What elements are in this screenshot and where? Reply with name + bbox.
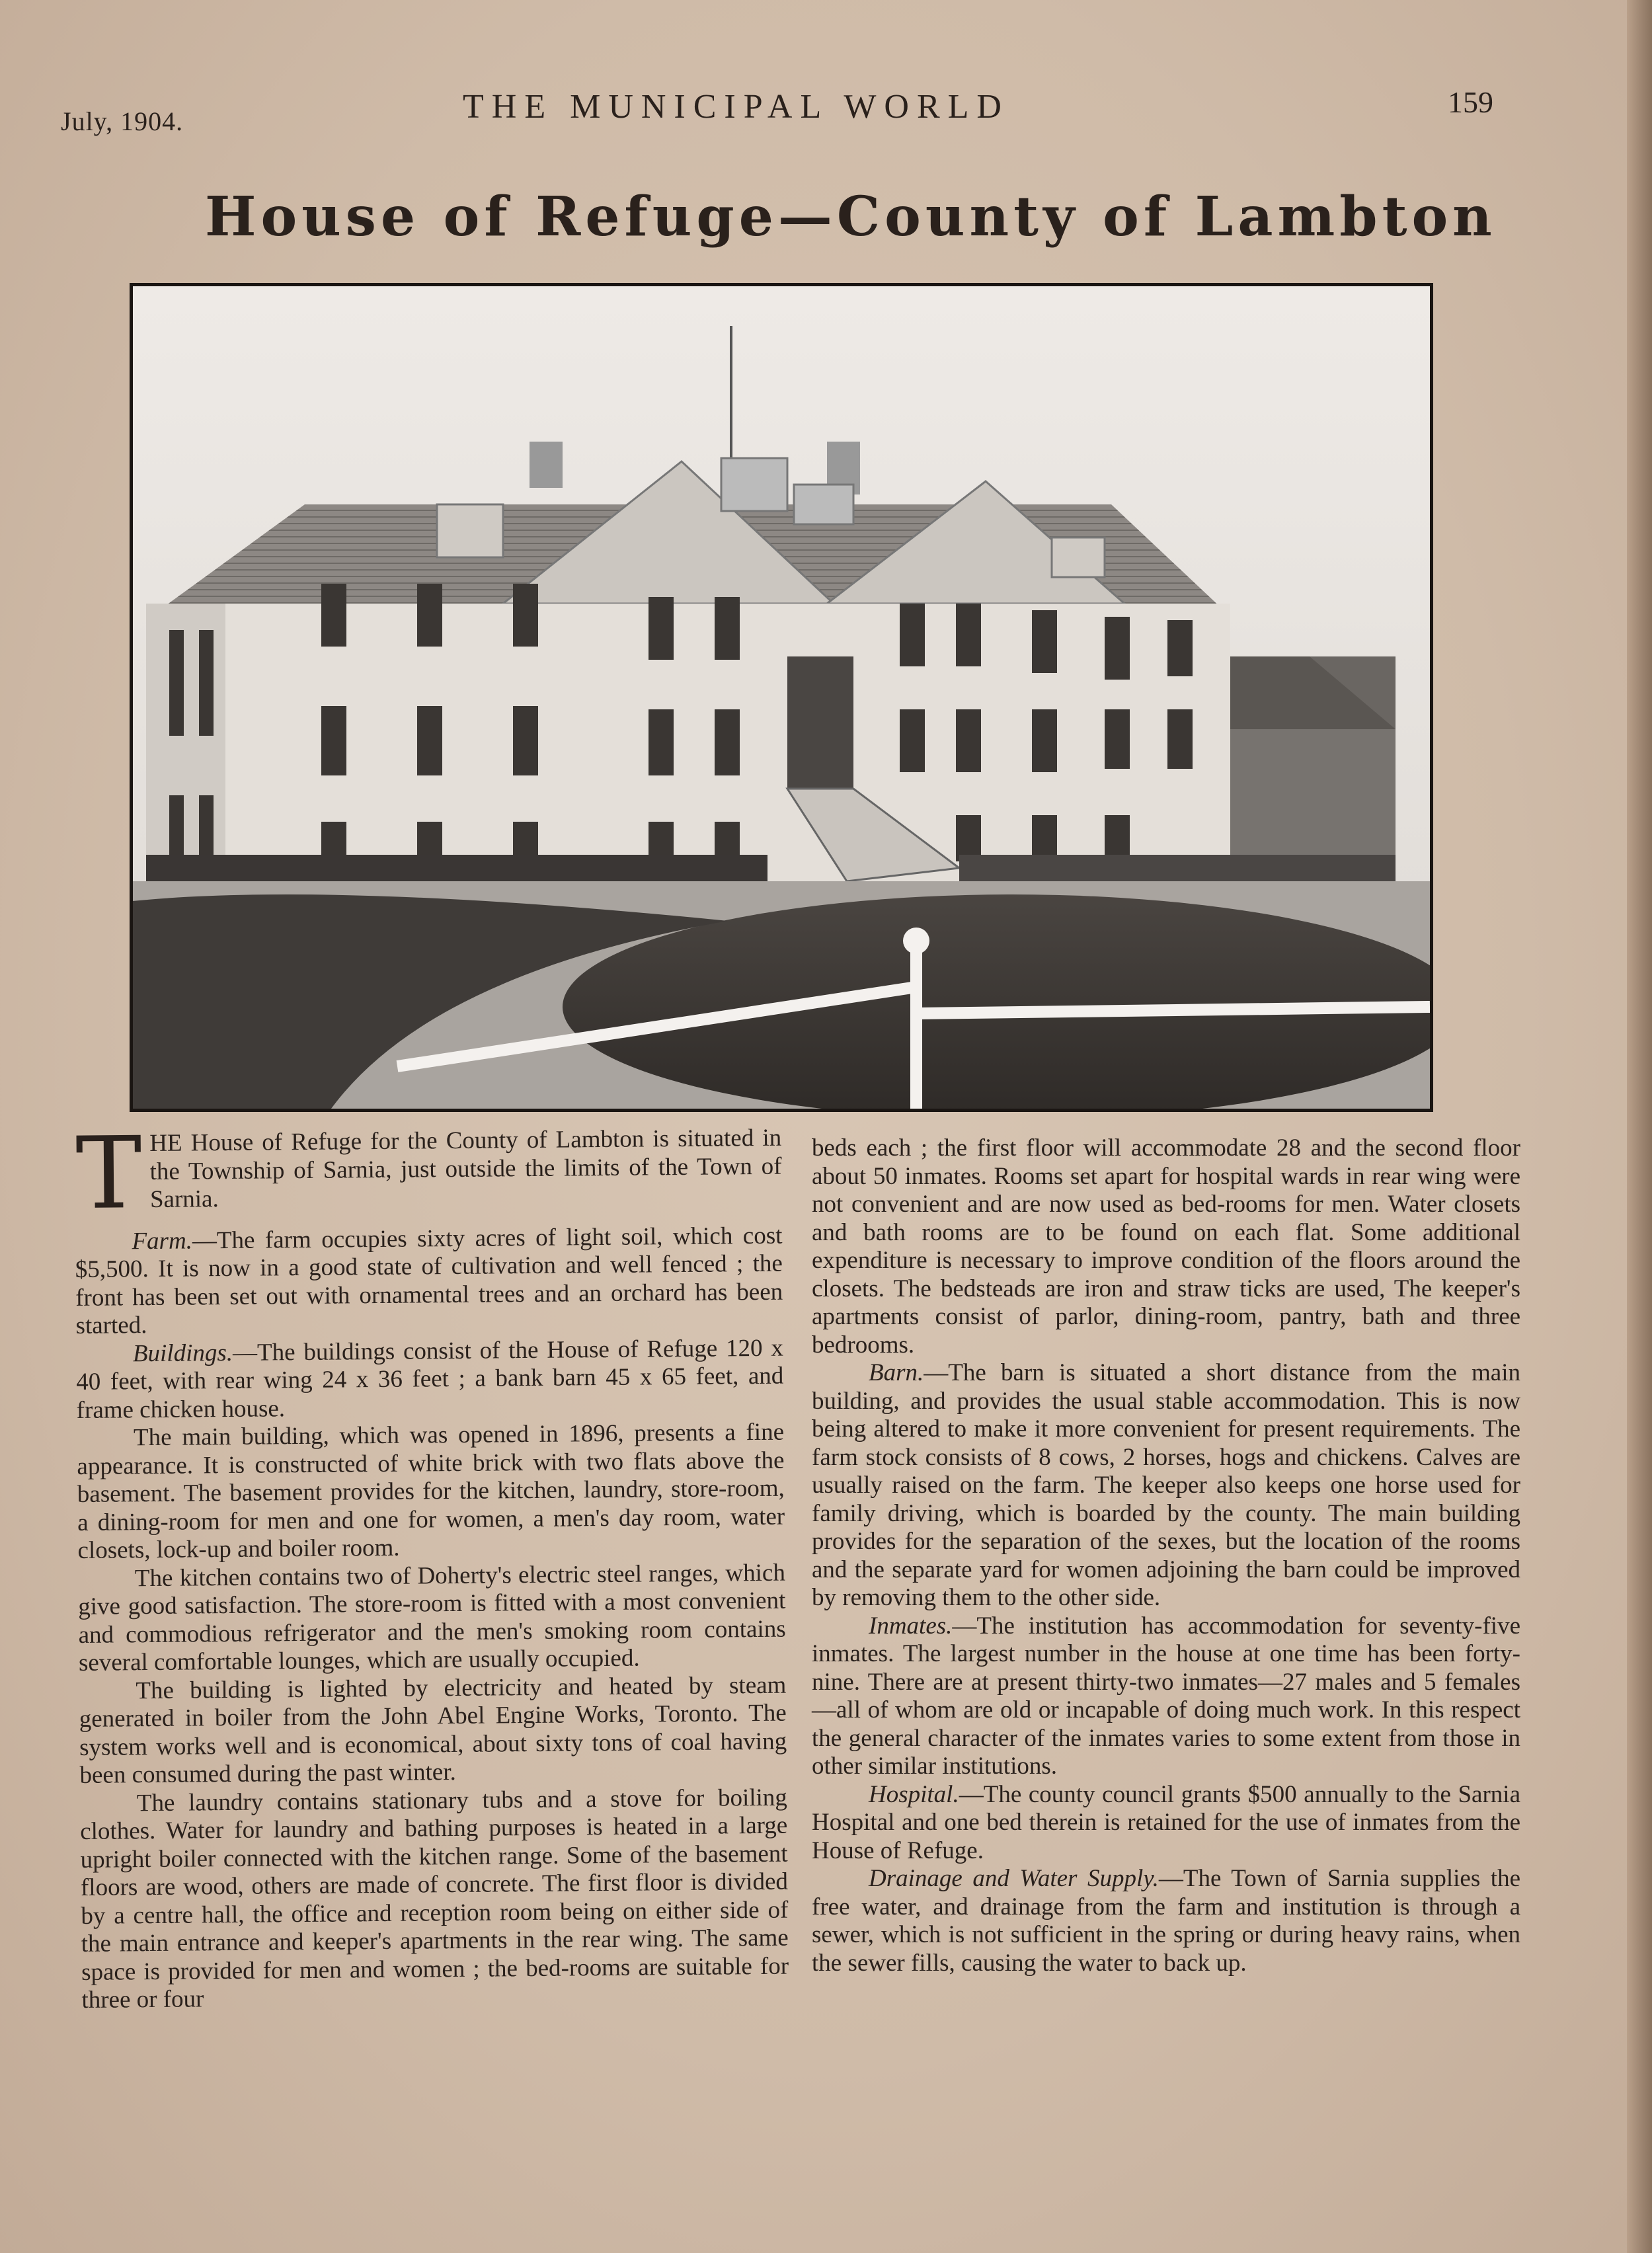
buildings-text: —The buildings consist of the House of Refuge 120 x 40 feet, with rear wing 24 x 36 feet ; a bank barn 45 x 65 feet, and frame chicken house. xyxy=(76,1334,784,1424)
kitchen-paragraph: The kitchen contains two of Doherty's electric steel ranges, which give good satisfaction. The store-room is fitted with a most convenient and commodious refrigerator and the men's smoking room contains several comfortable lounges, which are usually occupied. xyxy=(78,1559,786,1677)
left-text-column xyxy=(74,1116,789,2015)
article-title: House of Refuge—County of Lambton xyxy=(205,185,1497,249)
inmates-heading: Inmates. xyxy=(869,1612,953,1640)
inmates-paragraph xyxy=(812,1612,1520,1781)
farm-heading: Farm. xyxy=(132,1226,193,1255)
hospital-text: —The county council grants $500 annually to the Sarnia Hospital and one bed therein is retained for the use of inmates from the House of Refuge. xyxy=(812,1780,1520,1864)
buildings-heading: Buildings. xyxy=(132,1339,233,1367)
drainage-text: —The Town of Sarnia supplies the free water, and drainage from the farm and institution is through a sewer, which is not sufficient in the spring or during heavy rains, when the sewer fills, causing the water to back up. xyxy=(812,1865,1520,1977)
drainage-heading: Drainage and Water Supply. xyxy=(869,1865,1159,1892)
main-building-paragraph: The main building, which was opened in 1896, presents a fine appearance. It is constructed of white brick with two flats above the basement. The basement provides for the kitchen, laundry, store-room, a dining-room for men and one for women, a men's day room, water closets, lock-up and boiler room. xyxy=(77,1418,785,1564)
barn-text: —The barn is situated a short distance from the main building, and provides the usual stable accommodation. This is now being altered to make it more convenient for present requirements. The farm stock consists of 8 cows, 2 horses, hogs and chickens. Calves are usually raised on the farm. The keeper also keeps one horse used for family driving, which is boarded by the county. The main building provides for the separation of the sexes, but the location of the rooms and the separate yard for women adjoining the barn could be improved by removing them to the other side. xyxy=(812,1359,1520,1611)
hospital-heading: Hospital. xyxy=(869,1780,959,1808)
drainage-paragraph xyxy=(812,1865,1520,1977)
hospital-paragraph xyxy=(812,1781,1520,1866)
page-number: 159 xyxy=(1448,85,1493,119)
inmates-text: —The institution has accommodation for seventy-five inmates. The largest number in the house at one time has been forty-nine. There are at present thirty-two inmates—27 males and 5 females—all of whom are old or incapable of doing much work. In this respect the general character of the inmates varies to some extent from those in other similar institutions. xyxy=(812,1612,1520,1780)
farm-text: —The farm occupies sixty acres of light soil, which cost $5,500. It is now in a good state of cultivation and well fenced ; the front has been set out with ornamental trees and an orchard has been started. xyxy=(75,1222,783,1339)
page-spine xyxy=(1627,0,1652,2253)
intro-text: HE House of Refuge for the County of Lambton is situated in the Township of Sarnia, just outside the limits of the Town of Sarnia. xyxy=(149,1124,782,1213)
right-text-column xyxy=(812,1134,1520,1977)
drop-cap: T xyxy=(75,1116,143,1232)
laundry-paragraph-part1: The laundry contains stationary tubs and a stove for boiling clothes. Water for laundry and bathing purposes is heated in a large upright boiler connected with the kitchen range. Some of the basement floors are wood, others are made of concrete. The first floor is divided by a centre hall, the office and reception room being on either side of the main entrance and keeper's apartments in the rear wing. The same space is provided for men and women ; the bed-rooms are suitable for three or four xyxy=(80,1784,789,2014)
buildings-paragraph xyxy=(76,1334,784,1425)
farm-paragraph xyxy=(75,1222,783,1340)
publication-title: THE MUNICIPAL WORLD xyxy=(463,88,1009,126)
barn-heading: Barn. xyxy=(869,1359,924,1386)
laundry-paragraph-part2: beds each ; the first floor will accommodate 28 and the second floor about 50 inmates. Rooms set apart for hospital wards in rear wing were not convenient and are now used as bed-rooms for men. Water closets and bath rooms are to be found on each flat. Some additional expenditure is necessary to improve condition of the floors around the closets. The bedsteads are iron and straw ticks are used, The keeper's apartments consist of parlor, dining-room, pantry, bath and three bedrooms. xyxy=(812,1134,1520,1359)
issue-date: July, 1904. xyxy=(61,106,184,136)
building-photo-illustration xyxy=(133,286,1430,1109)
barn-paragraph xyxy=(812,1359,1520,1612)
intro-paragraph xyxy=(74,1116,782,1232)
lighting-paragraph: The building is lighted by electricity and heated by steam generated in boiler from the John Abel Engine Works, Toronto. The system works well and is economical, about sixty tons of coal having been consumed during the past winter. xyxy=(79,1671,787,1789)
house-of-refuge-photo xyxy=(130,283,1433,1112)
